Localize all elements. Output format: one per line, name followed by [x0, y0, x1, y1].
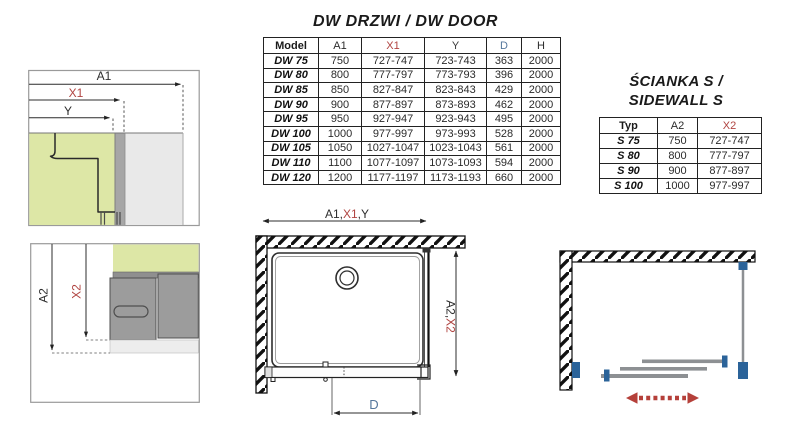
- value-cell: 1200: [319, 170, 362, 185]
- sidewall-size-table: [599, 117, 762, 194]
- value-cell: 927-947: [362, 112, 425, 127]
- sidewall-front-diagram: [30, 243, 200, 403]
- handle: [114, 306, 148, 317]
- y-dimension-label: Y: [63, 104, 72, 118]
- model-cell: DW 105: [264, 141, 319, 156]
- table-header-row: [600, 118, 762, 134]
- value-cell: 873-893: [425, 97, 487, 112]
- width-label-a1: A1,: [324, 207, 343, 221]
- value-cell: 823-843: [425, 83, 487, 98]
- x2-dimension-label: X2: [69, 284, 84, 299]
- table-row: [264, 126, 561, 141]
- wall-profile-blue: [572, 362, 580, 378]
- back-panel: [158, 274, 198, 338]
- column-header-x1: X1: [362, 38, 425, 54]
- table-row: [264, 170, 561, 185]
- value-cell: 594: [487, 156, 522, 171]
- column-header-h: H: [522, 38, 561, 54]
- width-label-y: ,Y: [357, 207, 370, 221]
- value-cell: 2000: [522, 68, 561, 83]
- value-cell: 2000: [522, 54, 561, 69]
- value-cell: 2000: [522, 141, 561, 156]
- model-cell: S 90: [600, 164, 658, 179]
- column-header-model: Model: [264, 38, 319, 54]
- model-cell: DW 120: [264, 170, 319, 185]
- table-row: [264, 141, 561, 156]
- model-cell: S 75: [600, 134, 658, 149]
- value-cell: 877-897: [362, 97, 425, 112]
- door-panel-line-2: [620, 367, 707, 371]
- model-cell: S 100: [600, 179, 658, 194]
- value-cell: 977-997: [698, 179, 762, 194]
- value-cell: 877-897: [698, 164, 762, 179]
- value-cell: 777-797: [698, 149, 762, 164]
- top-view-depth-label: [444, 292, 457, 342]
- rail-foot: [271, 378, 275, 382]
- column-header-d: D: [487, 38, 522, 54]
- table-row: [600, 134, 762, 149]
- wall-bracket: [423, 248, 431, 253]
- value-cell: 950: [319, 112, 362, 127]
- table-row: [264, 68, 561, 83]
- column-header-a1: A1: [319, 38, 362, 54]
- panel-connector-left: [604, 370, 610, 382]
- model-cell: DW 90: [264, 97, 319, 112]
- model-cell: DW 75: [264, 54, 319, 69]
- value-cell: 1023-1043: [425, 141, 487, 156]
- value-cell: 723-743: [425, 54, 487, 69]
- table-row: [600, 149, 762, 164]
- slide-arrowhead-right: [688, 392, 700, 403]
- column-header-typ: Typ: [600, 118, 658, 134]
- a1-dimension-label: A1: [96, 69, 112, 83]
- value-cell: 528: [487, 126, 522, 141]
- table-row: [264, 97, 561, 112]
- glass-panel: [29, 133, 115, 225]
- door-width-label: D: [369, 397, 379, 412]
- table-row: [600, 179, 762, 194]
- value-cell: 900: [658, 164, 698, 179]
- value-cell: 2000: [522, 112, 561, 127]
- sidewall-title-line1: ŚCIANKA S /: [629, 73, 723, 90]
- wall-bracket-blue: [739, 262, 748, 270]
- rail-roller: [324, 378, 328, 382]
- hatched-wall-left: [560, 251, 572, 390]
- value-cell: 727-747: [362, 54, 425, 69]
- door-panel-line-1: [642, 360, 725, 364]
- rail-knob: [323, 362, 328, 367]
- value-cell: 2000: [522, 156, 561, 171]
- value-cell: 1173-1193: [425, 170, 487, 185]
- value-cell: 2000: [522, 83, 561, 98]
- top-view-width-label: [297, 208, 397, 221]
- door-panel-line-3: [601, 374, 688, 378]
- value-cell: 1027-1047: [362, 141, 425, 156]
- value-cell: 1000: [319, 126, 362, 141]
- door-front-diagram: [28, 66, 200, 226]
- glass-panel: [113, 245, 199, 273]
- depth-label-x2: X2: [443, 318, 458, 333]
- value-cell: 396: [487, 68, 522, 83]
- value-cell: 2000: [522, 126, 561, 141]
- value-cell: 2000: [522, 170, 561, 185]
- value-cell: 977-997: [362, 126, 425, 141]
- sidewall-title-line2: SIDEWALL S: [628, 92, 724, 109]
- value-cell: 495: [487, 112, 522, 127]
- door-section-title: DW DRZWI / DW DOOR: [313, 13, 498, 30]
- sidewall-section-title: [592, 72, 760, 110]
- value-cell: 1100: [319, 156, 362, 171]
- value-cell: 1073-1093: [425, 156, 487, 171]
- bottom-rail-strip: [110, 340, 198, 353]
- door-rail: [265, 367, 428, 378]
- value-cell: 1000: [658, 179, 698, 194]
- value-cell: 561: [487, 141, 522, 156]
- value-cell: 800: [658, 149, 698, 164]
- value-cell: 750: [319, 54, 362, 69]
- value-cell: 827-847: [362, 83, 425, 98]
- table-row: [264, 54, 561, 69]
- value-cell: 800: [319, 68, 362, 83]
- value-cell: 363: [487, 54, 522, 69]
- door-profile-strip: [115, 133, 125, 225]
- value-cell: 1077-1097: [362, 156, 425, 171]
- sidewall-profile-blue: [738, 362, 748, 379]
- x1-dimension-label: X1: [68, 86, 84, 100]
- value-cell: 462: [487, 97, 522, 112]
- value-cell: 773-793: [425, 68, 487, 83]
- door-size-table: [263, 37, 561, 185]
- model-cell: DW 85: [264, 83, 319, 98]
- table-row: [600, 164, 762, 179]
- model-cell: DW 95: [264, 112, 319, 127]
- hatched-wall-top: [256, 236, 465, 248]
- hatched-wall-top: [560, 251, 755, 262]
- drain-icon: [336, 267, 358, 289]
- value-cell: 429: [487, 83, 522, 98]
- value-cell: 727-747: [698, 134, 762, 149]
- value-cell: 750: [658, 134, 698, 149]
- value-cell: 850: [319, 83, 362, 98]
- model-cell: DW 100: [264, 126, 319, 141]
- model-cell: DW 80: [264, 68, 319, 83]
- panel-connector-right: [722, 356, 728, 368]
- table-row: [264, 112, 561, 127]
- value-cell: 1050: [319, 141, 362, 156]
- slide-arrowhead-left: [626, 392, 638, 403]
- opening-area: [125, 133, 183, 225]
- value-cell: 2000: [522, 97, 561, 112]
- value-cell: 1177-1197: [362, 170, 425, 185]
- top-view-diagram: [252, 206, 470, 420]
- slide-schematic-diagram: [556, 246, 760, 406]
- depth-label-a2: A2,: [443, 300, 458, 319]
- value-cell: 923-943: [425, 112, 487, 127]
- column-header-x2: X2: [698, 118, 762, 134]
- column-header-y: Y: [425, 38, 487, 54]
- rail-left-cap: [265, 367, 272, 378]
- a2-dimension-label: A2: [36, 288, 51, 303]
- width-label-x1: X1: [342, 207, 358, 221]
- value-cell: 900: [319, 97, 362, 112]
- model-cell: DW 110: [264, 156, 319, 171]
- value-cell: 660: [487, 170, 522, 185]
- table-row: [264, 83, 561, 98]
- table-row: [264, 156, 561, 171]
- table-header-row: [264, 38, 561, 54]
- column-header-a2: A2: [658, 118, 698, 134]
- value-cell: 973-993: [425, 126, 487, 141]
- value-cell: 777-797: [362, 68, 425, 83]
- model-cell: S 80: [600, 149, 658, 164]
